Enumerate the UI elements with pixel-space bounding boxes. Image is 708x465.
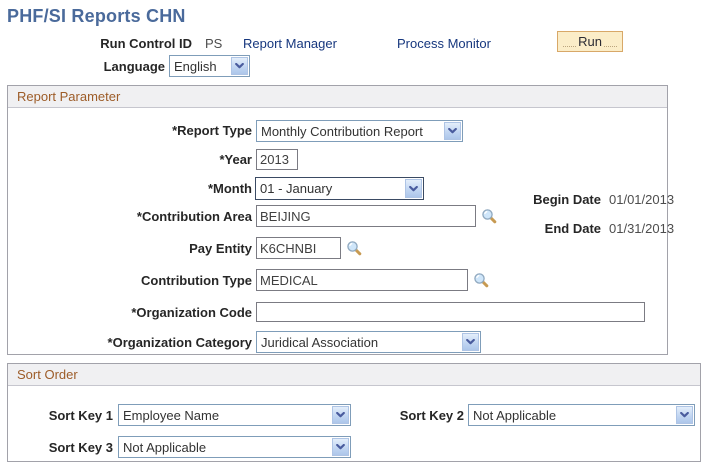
process-monitor-link[interactable]: Process Monitor (397, 36, 491, 51)
organization-category-select[interactable] (256, 331, 481, 353)
month-label: *Month (207, 181, 252, 196)
chevron-down-icon[interactable] (462, 333, 479, 351)
year-label: *Year (219, 152, 252, 167)
language-select-value: English (174, 58, 217, 74)
sort-key-1-value: Employee Name (123, 407, 220, 423)
contribution-area-input[interactable] (256, 205, 476, 227)
run-button-label: Run (578, 34, 602, 49)
sort-key-1-select[interactable] (118, 404, 351, 426)
sort-key-1-label: Sort Key 1 (48, 408, 113, 423)
organization-code-label: *Organization Code (131, 305, 252, 320)
organization-category-label: *Organization Category (107, 335, 252, 350)
pay-entity-lookup-icon[interactable] (346, 240, 362, 256)
pay-entity-input[interactable] (256, 237, 341, 259)
sort-key-3-label: Sort Key 3 (48, 440, 113, 455)
run-button[interactable] (557, 31, 623, 52)
sort-key-2-label: Sort Key 2 (399, 408, 464, 423)
month-select[interactable] (255, 177, 424, 200)
chevron-down-icon[interactable] (332, 406, 349, 424)
run-control-id-label: Run Control ID (100, 36, 192, 51)
sort-order-header (8, 364, 700, 386)
page-title: PHF/SI Reports CHN (7, 6, 186, 26)
chevron-down-icon[interactable] (231, 57, 248, 75)
report-manager-link[interactable]: Report Manager (243, 36, 337, 51)
begin-date-value: 01/01/2013 (609, 192, 675, 207)
chevron-down-icon[interactable] (676, 406, 693, 424)
sort-key-2-select[interactable] (468, 404, 695, 426)
contribution-area-label: *Contribution Area (136, 209, 252, 224)
report-type-select[interactable] (256, 120, 463, 142)
contribution-type-input[interactable] (256, 269, 468, 291)
organization-category-value: Juridical Association (261, 334, 379, 350)
run-control-id-value: PS (205, 36, 223, 51)
month-select-value: 01 - January (260, 181, 333, 196)
end-date-value: 01/31/2013 (609, 221, 675, 236)
run-button-focus-dots-left (563, 36, 576, 47)
language-select[interactable] (169, 55, 250, 77)
begin-date-label: Begin Date (533, 192, 601, 207)
report-parameter-header (8, 86, 667, 108)
report-type-value: Monthly Contribution Report (261, 123, 423, 139)
chevron-down-icon[interactable] (332, 438, 349, 456)
language-label: Language (103, 59, 165, 74)
report-parameter-title: Report Parameter (17, 89, 121, 104)
chevron-down-icon[interactable] (444, 122, 461, 140)
sort-key-3-select[interactable] (118, 436, 351, 458)
run-button-focus-dots-right (604, 36, 617, 47)
sort-order-title: Sort Order (17, 367, 78, 382)
report-type-label: *Report Type (172, 123, 252, 138)
sort-key-2-value: Not Applicable (473, 407, 557, 423)
contribution-type-label: Contribution Type (141, 273, 252, 288)
chevron-down-icon[interactable] (405, 179, 422, 198)
pay-entity-label: Pay Entity (189, 241, 252, 256)
end-date-label: End Date (544, 221, 601, 236)
year-input[interactable] (256, 149, 298, 170)
sort-key-3-value: Not Applicable (123, 439, 207, 455)
organization-code-input[interactable] (256, 302, 645, 322)
contribution-type-lookup-icon[interactable] (473, 272, 489, 288)
